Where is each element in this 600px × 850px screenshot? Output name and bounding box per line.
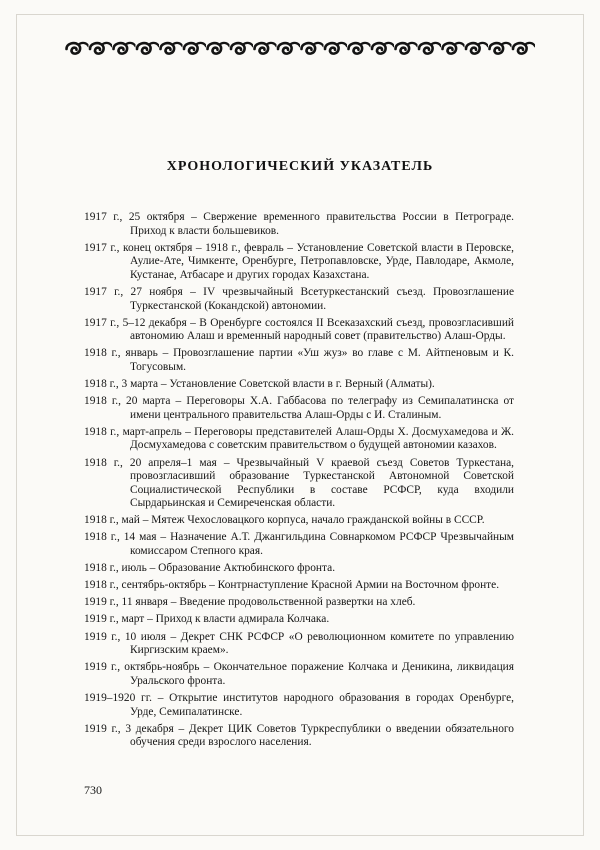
entry-text: Открытие институтов народного образования в городах Оренбурге, Урде, Семипалатинске.: [130, 691, 515, 718]
entry-text: Декрет ЦИК Советов Туркреспублики о введении обязательного обучения среди взрослого населения.: [130, 722, 514, 749]
chronology-entry: [84, 531, 514, 558]
chronology-entry: [84, 242, 514, 283]
entry-date: 1917 г., конец октября – 1918 г., февраль: [84, 241, 284, 254]
entry-separator: –: [157, 347, 174, 360]
entry-date: 1919 г., 3 декабря: [84, 722, 174, 735]
chronology-entry: [84, 457, 514, 511]
entry-separator: –: [181, 425, 195, 438]
chronology-entry: [84, 426, 514, 453]
entry-date: 1919 г., 11 января: [84, 596, 168, 609]
entry-text: Провозглашение партии «Уш жуз» во главе с М. Айтпеновым и К. Тогусовым.: [130, 347, 514, 373]
entry-date: 1919 г., октябрь-ноябрь: [84, 661, 200, 674]
scroll-ornament-icon: [65, 40, 535, 58]
page-title: ХРОНОЛОГИЧЕСКИЙ УКАЗАТЕЛЬ: [166, 159, 434, 174]
chronology-entry: [84, 378, 514, 392]
chronology-entry: [84, 631, 514, 658]
entry-text: Переговоры представителей Алаш-Орды Х. Досмухамедова и Ж. Досмухамедова с советским правительством о будущей автономии казахов.: [130, 425, 514, 452]
chronology-entry: [84, 317, 514, 344]
chronology-entry: [84, 579, 514, 593]
entry-separator: –: [156, 531, 171, 544]
page-number: 730: [84, 783, 102, 797]
entry-date: 1918 г., 20 марта: [84, 395, 171, 408]
entry-separator: –: [216, 456, 237, 469]
entry-text: Контрнаступление Красной Армии на Восточном фронте.: [217, 579, 500, 592]
entry-date: 1918 г., май: [84, 514, 140, 527]
entry-date: 1917 г., 5–12 декабря: [84, 316, 187, 329]
chronology-entry: [84, 613, 514, 627]
entry-text: Введение продовольственной развертки на хлеб.: [179, 596, 416, 609]
entry-text: Чрезвычайный V краевой съезд Советов Туркестана, провозгласивший образование Туркестанской Автономной Советской Социалистической Республики в составе РСФСР, куда входили Сырдарьинская и Семиреченская области.: [130, 456, 515, 510]
entry-text: Приход к власти адмирала Колчака.: [155, 613, 330, 626]
entry-separator: –: [186, 316, 200, 329]
chronology-entry: [84, 723, 514, 750]
entry-separator: –: [139, 514, 152, 527]
entry-date: 1918 г., март-апрель: [84, 425, 182, 438]
entry-separator: –: [151, 691, 170, 704]
entry-separator: –: [146, 562, 159, 575]
entry-text: IV чрезвычайный Всетуркестанский съезд. Провозглашение Туркестанской (Кокандской) автономии.: [130, 285, 515, 312]
entry-text: Установление Советской власти в Перовске, Аулие-Ате, Чимкенте, Оренбурге, Петропавловске, Урде, Павлодаре, Акмоле, Кустанае, Атбасаре и других городах Казахстана.: [130, 241, 514, 281]
ornament-row: [0, 0, 600, 63]
entry-date: 1919–1920 гг.: [84, 691, 152, 704]
entry-separator: –: [173, 722, 189, 735]
entry-text: Декрет СНК РСФСР «О революционном комитете по управлению Киргизским краем».: [130, 630, 514, 657]
entries-list: [84, 211, 514, 750]
entry-date: 1919 г., 10 июля: [84, 630, 166, 643]
entry-date: 1917 г., 27 ноября: [84, 285, 183, 298]
entry-text: Окончательное поражение Колчака и Деникина, ликвидация Уральского фронта.: [130, 661, 515, 687]
chronology-entry: [84, 211, 514, 238]
entry-separator: –: [206, 579, 218, 592]
entry-text: В Оренбурге состоялся II Всеказахский съезд, провозгласивший автономию Алаш и временный народный совет (правительство) Алаш-Орды.: [130, 316, 515, 343]
entry-date: 1918 г., 3 марта: [84, 378, 159, 391]
entry-separator: –: [199, 661, 214, 674]
entry-date: 1918 г., сентябрь-октябрь: [84, 579, 207, 592]
entry-date: 1917 г., 25 октября: [84, 211, 185, 223]
entry-separator: –: [158, 378, 170, 391]
entry-text: Переговоры Х.А. Габбасова по телеграфу из Семипалатинска от имени центрального правительства Алаш-Орды с И. Сталиным.: [130, 395, 514, 421]
chronology-entry: [84, 692, 514, 719]
entry-text: Образование Актюбинского фронта.: [158, 562, 336, 575]
entry-text: Установление Советской власти в г. Верный (Алматы).: [169, 378, 435, 391]
entry-separator: –: [170, 395, 187, 408]
chronology-entry: [84, 596, 514, 610]
entry-date: 1918 г., 20 апреля–1 мая: [84, 456, 217, 469]
entry-text: Свержение временного правительства России в Петрограде. Приход к власти большевиков.: [130, 211, 514, 237]
chronology-entry: [84, 562, 514, 576]
entry-text: Мятеж Чехословацкого корпуса, начало гражданской войны в СССР.: [151, 514, 485, 527]
entry-separator: –: [182, 285, 204, 298]
entry-text: Назначение А.Т. Джангильдина Совнаркомом РСФСР Чрезвычайным комиссаром Степного края.: [130, 531, 514, 558]
chronology-entry: [84, 661, 514, 688]
entry-date: 1918 г., 14 мая: [84, 531, 157, 544]
entry-separator: –: [283, 241, 297, 254]
entry-separator: –: [165, 630, 181, 643]
entry-separator: –: [167, 596, 180, 609]
entry-date: 1918 г., июль: [84, 562, 147, 575]
entry-separator: –: [184, 211, 204, 223]
chronology-entry: [84, 514, 514, 528]
chronology-entry: [84, 286, 514, 313]
entry-date: 1918 г., январь: [84, 347, 158, 360]
entry-date: 1919 г., март: [84, 613, 145, 626]
chronology-entry: [84, 347, 514, 374]
entry-separator: –: [144, 613, 156, 626]
chronology-entry: [84, 395, 514, 422]
